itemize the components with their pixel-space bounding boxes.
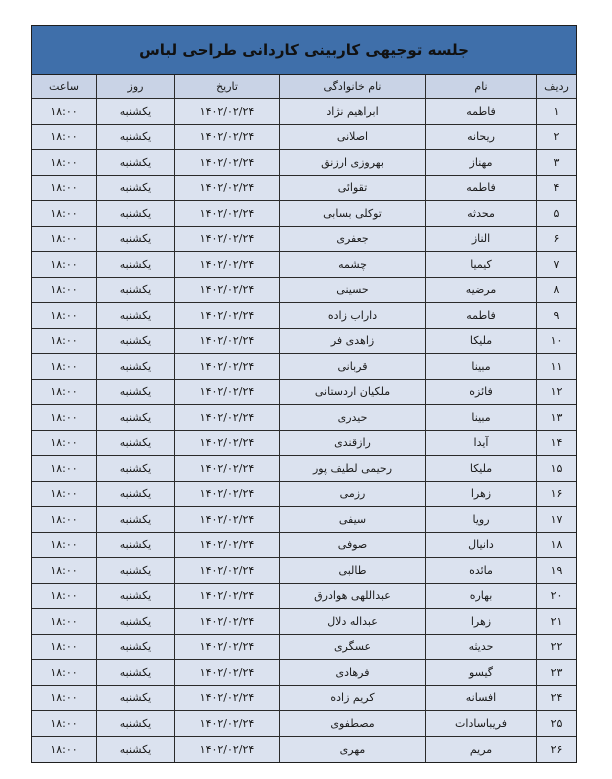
row-index: ۱۴ [536, 431, 576, 456]
table-row [32, 176, 576, 202]
table-row [32, 201, 576, 227]
row-index: ۲۰ [536, 584, 576, 609]
row-time: ۱۸:۰۰ [32, 711, 96, 736]
row-date: ۱۴۰۲/۰۲/۲۴ [174, 176, 279, 201]
row-date: ۱۴۰۲/۰۲/۲۴ [174, 227, 279, 252]
row-date: ۱۴۰۲/۰۲/۲۴ [174, 252, 279, 277]
row-date: ۱۴۰۲/۰۲/۲۴ [174, 558, 279, 583]
table-row [32, 278, 576, 304]
row-day: یکشنبه [96, 380, 174, 405]
table-row [32, 635, 576, 661]
table-row [32, 558, 576, 584]
row-first-name: محدثه [425, 201, 536, 226]
table-row [32, 150, 576, 176]
row-date: ۱۴۰۲/۰۲/۲۴ [174, 150, 279, 175]
row-last-name: رازقندی [279, 431, 425, 456]
row-date: ۱۴۰۲/۰۲/۲۴ [174, 584, 279, 609]
row-index: ۲۱ [536, 609, 576, 634]
row-day: یکشنبه [96, 482, 174, 507]
row-index: ۱۵ [536, 456, 576, 481]
row-day: یکشنبه [96, 431, 174, 456]
row-time: ۱۸:۰۰ [32, 635, 96, 660]
row-last-name: سیفی [279, 507, 425, 532]
row-last-name: مصطفوی [279, 711, 425, 736]
table-row [32, 507, 576, 533]
row-last-name: عبداللهی هوادرق [279, 584, 425, 609]
row-first-name: آیدا [425, 431, 536, 456]
row-date: ۱۴۰۲/۰۲/۲۴ [174, 431, 279, 456]
table-row [32, 380, 576, 406]
row-time: ۱۸:۰۰ [32, 278, 96, 303]
row-time: ۱۸:۰۰ [32, 431, 96, 456]
table-row [32, 405, 576, 431]
row-day: یکشنبه [96, 609, 174, 634]
row-last-name: اصلانی [279, 125, 425, 150]
row-day: یکشنبه [96, 584, 174, 609]
table-row [32, 329, 576, 355]
row-day: یکشنبه [96, 125, 174, 150]
row-index: ۲ [536, 125, 576, 150]
row-last-name: حسینی [279, 278, 425, 303]
row-time: ۱۸:۰۰ [32, 584, 96, 609]
row-date: ۱۴۰۲/۰۲/۲۴ [174, 686, 279, 711]
row-first-name: کیمیا [425, 252, 536, 277]
row-time: ۱۸:۰۰ [32, 456, 96, 481]
row-first-name: الناز [425, 227, 536, 252]
row-date: ۱۴۰۲/۰۲/۲۴ [174, 456, 279, 481]
row-first-name: فریباسادات [425, 711, 536, 736]
row-date: ۱۴۰۲/۰۲/۲۴ [174, 329, 279, 354]
row-day: یکشنبه [96, 558, 174, 583]
row-day: یکشنبه [96, 737, 174, 763]
row-date: ۱۴۰۲/۰۲/۲۴ [174, 711, 279, 736]
row-last-name: تقوائی [279, 176, 425, 201]
header-day: روز [96, 75, 174, 98]
row-first-name: زهرا [425, 609, 536, 634]
header-first-name: نام [425, 75, 536, 98]
table-row [32, 660, 576, 686]
table-row [32, 99, 576, 125]
row-date: ۱۴۰۲/۰۲/۲۴ [174, 635, 279, 660]
row-day: یکشنبه [96, 252, 174, 277]
row-time: ۱۸:۰۰ [32, 380, 96, 405]
row-last-name: کریم زاده [279, 686, 425, 711]
row-time: ۱۸:۰۰ [32, 303, 96, 328]
row-time: ۱۸:۰۰ [32, 507, 96, 532]
table-row [32, 303, 576, 329]
row-last-name: توکلی بسابی [279, 201, 425, 226]
row-index: ۵ [536, 201, 576, 226]
row-date: ۱۴۰۲/۰۲/۲۴ [174, 380, 279, 405]
row-last-name: فرهادی [279, 660, 425, 685]
row-first-name: افسانه [425, 686, 536, 711]
row-first-name: حدیثه [425, 635, 536, 660]
row-date: ۱۴۰۲/۰۲/۲۴ [174, 125, 279, 150]
row-day: یکشنبه [96, 99, 174, 124]
row-time: ۱۸:۰۰ [32, 99, 96, 124]
row-time: ۱۸:۰۰ [32, 329, 96, 354]
row-last-name: صوفی [279, 533, 425, 558]
table-body [32, 99, 576, 762]
row-last-name: طالبی [279, 558, 425, 583]
row-date: ۱۴۰۲/۰۲/۲۴ [174, 278, 279, 303]
row-index: ۲۶ [536, 737, 576, 763]
row-day: یکشنبه [96, 354, 174, 379]
row-index: ۹ [536, 303, 576, 328]
header-last-name: نام خانوادگی [279, 75, 425, 98]
row-time: ۱۸:۰۰ [32, 686, 96, 711]
header-index: ردیف [536, 75, 576, 98]
row-first-name: مبینا [425, 354, 536, 379]
row-last-name: ابراهیم نژاد [279, 99, 425, 124]
row-index: ۱۷ [536, 507, 576, 532]
row-date: ۱۴۰۲/۰۲/۲۴ [174, 354, 279, 379]
row-index: ۶ [536, 227, 576, 252]
row-day: یکشنبه [96, 303, 174, 328]
row-index: ۱۸ [536, 533, 576, 558]
row-first-name: فاطمه [425, 176, 536, 201]
row-first-name: فائزه [425, 380, 536, 405]
table-row [32, 456, 576, 482]
row-day: یکشنبه [96, 686, 174, 711]
row-day: یکشنبه [96, 405, 174, 430]
row-index: ۲۳ [536, 660, 576, 685]
row-time: ۱۸:۰۰ [32, 354, 96, 379]
table-row [32, 227, 576, 253]
row-last-name: چشمه [279, 252, 425, 277]
table-row [32, 482, 576, 508]
row-first-name: دانیال [425, 533, 536, 558]
table-row [32, 354, 576, 380]
row-time: ۱۸:۰۰ [32, 150, 96, 175]
row-date: ۱۴۰۲/۰۲/۲۴ [174, 99, 279, 124]
row-day: یکشنبه [96, 329, 174, 354]
row-time: ۱۸:۰۰ [32, 660, 96, 685]
row-index: ۸ [536, 278, 576, 303]
row-first-name: گیسو [425, 660, 536, 685]
row-day: یکشنبه [96, 533, 174, 558]
row-time: ۱۸:۰۰ [32, 405, 96, 430]
row-last-name: قربانی [279, 354, 425, 379]
row-day: یکشنبه [96, 176, 174, 201]
table-row [32, 584, 576, 610]
row-day: یکشنبه [96, 456, 174, 481]
row-date: ۱۴۰۲/۰۲/۲۴ [174, 507, 279, 532]
row-time: ۱۸:۰۰ [32, 533, 96, 558]
row-time: ۱۸:۰۰ [32, 227, 96, 252]
row-time: ۱۸:۰۰ [32, 125, 96, 150]
row-last-name: مهری [279, 737, 425, 763]
row-index: ۷ [536, 252, 576, 277]
header-row [32, 75, 576, 99]
row-time: ۱۸:۰۰ [32, 558, 96, 583]
row-first-name: مائده [425, 558, 536, 583]
row-day: یکشنبه [96, 711, 174, 736]
row-last-name: رحیمی لطیف پور [279, 456, 425, 481]
row-first-name: ریحانه [425, 125, 536, 150]
row-first-name: بهاره [425, 584, 536, 609]
row-day: یکشنبه [96, 201, 174, 226]
row-last-name: بهروزی ارزنق [279, 150, 425, 175]
row-index: ۱۹ [536, 558, 576, 583]
row-date: ۱۴۰۲/۰۲/۲۴ [174, 660, 279, 685]
row-day: یکشنبه [96, 635, 174, 660]
row-day: یکشنبه [96, 507, 174, 532]
header-time: ساعت [32, 75, 96, 98]
row-index: ۲۴ [536, 686, 576, 711]
row-last-name: داراب زاده [279, 303, 425, 328]
row-date: ۱۴۰۲/۰۲/۲۴ [174, 201, 279, 226]
row-first-name: فاطمه [425, 303, 536, 328]
row-time: ۱۸:۰۰ [32, 482, 96, 507]
row-date: ۱۴۰۲/۰۲/۲۴ [174, 303, 279, 328]
row-last-name: حیدری [279, 405, 425, 430]
row-index: ۳ [536, 150, 576, 175]
row-time: ۱۸:۰۰ [32, 201, 96, 226]
row-index: ۲۵ [536, 711, 576, 736]
table-row [32, 533, 576, 559]
row-index: ۱۰ [536, 329, 576, 354]
row-last-name: ملکیان اردستانی [279, 380, 425, 405]
table-row [32, 125, 576, 151]
row-last-name: عبداله دلال [279, 609, 425, 634]
table-row [32, 609, 576, 635]
row-time: ۱۸:۰۰ [32, 737, 96, 763]
row-day: یکشنبه [96, 278, 174, 303]
row-last-name: زاهدی فر [279, 329, 425, 354]
row-index: ۱۲ [536, 380, 576, 405]
row-first-name: مهناز [425, 150, 536, 175]
row-index: ۱۶ [536, 482, 576, 507]
row-date: ۱۴۰۲/۰۲/۲۴ [174, 482, 279, 507]
row-first-name: مریم [425, 737, 536, 763]
table-row [32, 252, 576, 278]
row-first-name: ملیکا [425, 456, 536, 481]
row-day: یکشنبه [96, 660, 174, 685]
row-time: ۱۸:۰۰ [32, 252, 96, 277]
row-index: ۱ [536, 99, 576, 124]
row-day: یکشنبه [96, 150, 174, 175]
row-last-name: رزمی [279, 482, 425, 507]
row-date: ۱۴۰۲/۰۲/۲۴ [174, 533, 279, 558]
table-row [32, 431, 576, 457]
row-first-name: زهرا [425, 482, 536, 507]
row-date: ۱۴۰۲/۰۲/۲۴ [174, 737, 279, 763]
row-day: یکشنبه [96, 227, 174, 252]
row-index: ۴ [536, 176, 576, 201]
table-row [32, 711, 576, 737]
table-row [32, 686, 576, 712]
table-title: جلسه توجیهی کاربینی کاردانی طراحی لباس [32, 26, 576, 75]
row-last-name: عسگری [279, 635, 425, 660]
row-time: ۱۸:۰۰ [32, 176, 96, 201]
row-first-name: فاطمه [425, 99, 536, 124]
row-first-name: ملیکا [425, 329, 536, 354]
row-first-name: رویا [425, 507, 536, 532]
row-time: ۱۸:۰۰ [32, 609, 96, 634]
schedule-table [31, 25, 577, 763]
row-index: ۱۳ [536, 405, 576, 430]
table-row [32, 737, 576, 763]
row-date: ۱۴۰۲/۰۲/۲۴ [174, 405, 279, 430]
row-date: ۱۴۰۲/۰۲/۲۴ [174, 609, 279, 634]
row-last-name: جعفری [279, 227, 425, 252]
row-first-name: مرضیه [425, 278, 536, 303]
row-first-name: مبینا [425, 405, 536, 430]
row-index: ۱۱ [536, 354, 576, 379]
header-date: تاریخ [174, 75, 279, 98]
row-index: ۲۲ [536, 635, 576, 660]
